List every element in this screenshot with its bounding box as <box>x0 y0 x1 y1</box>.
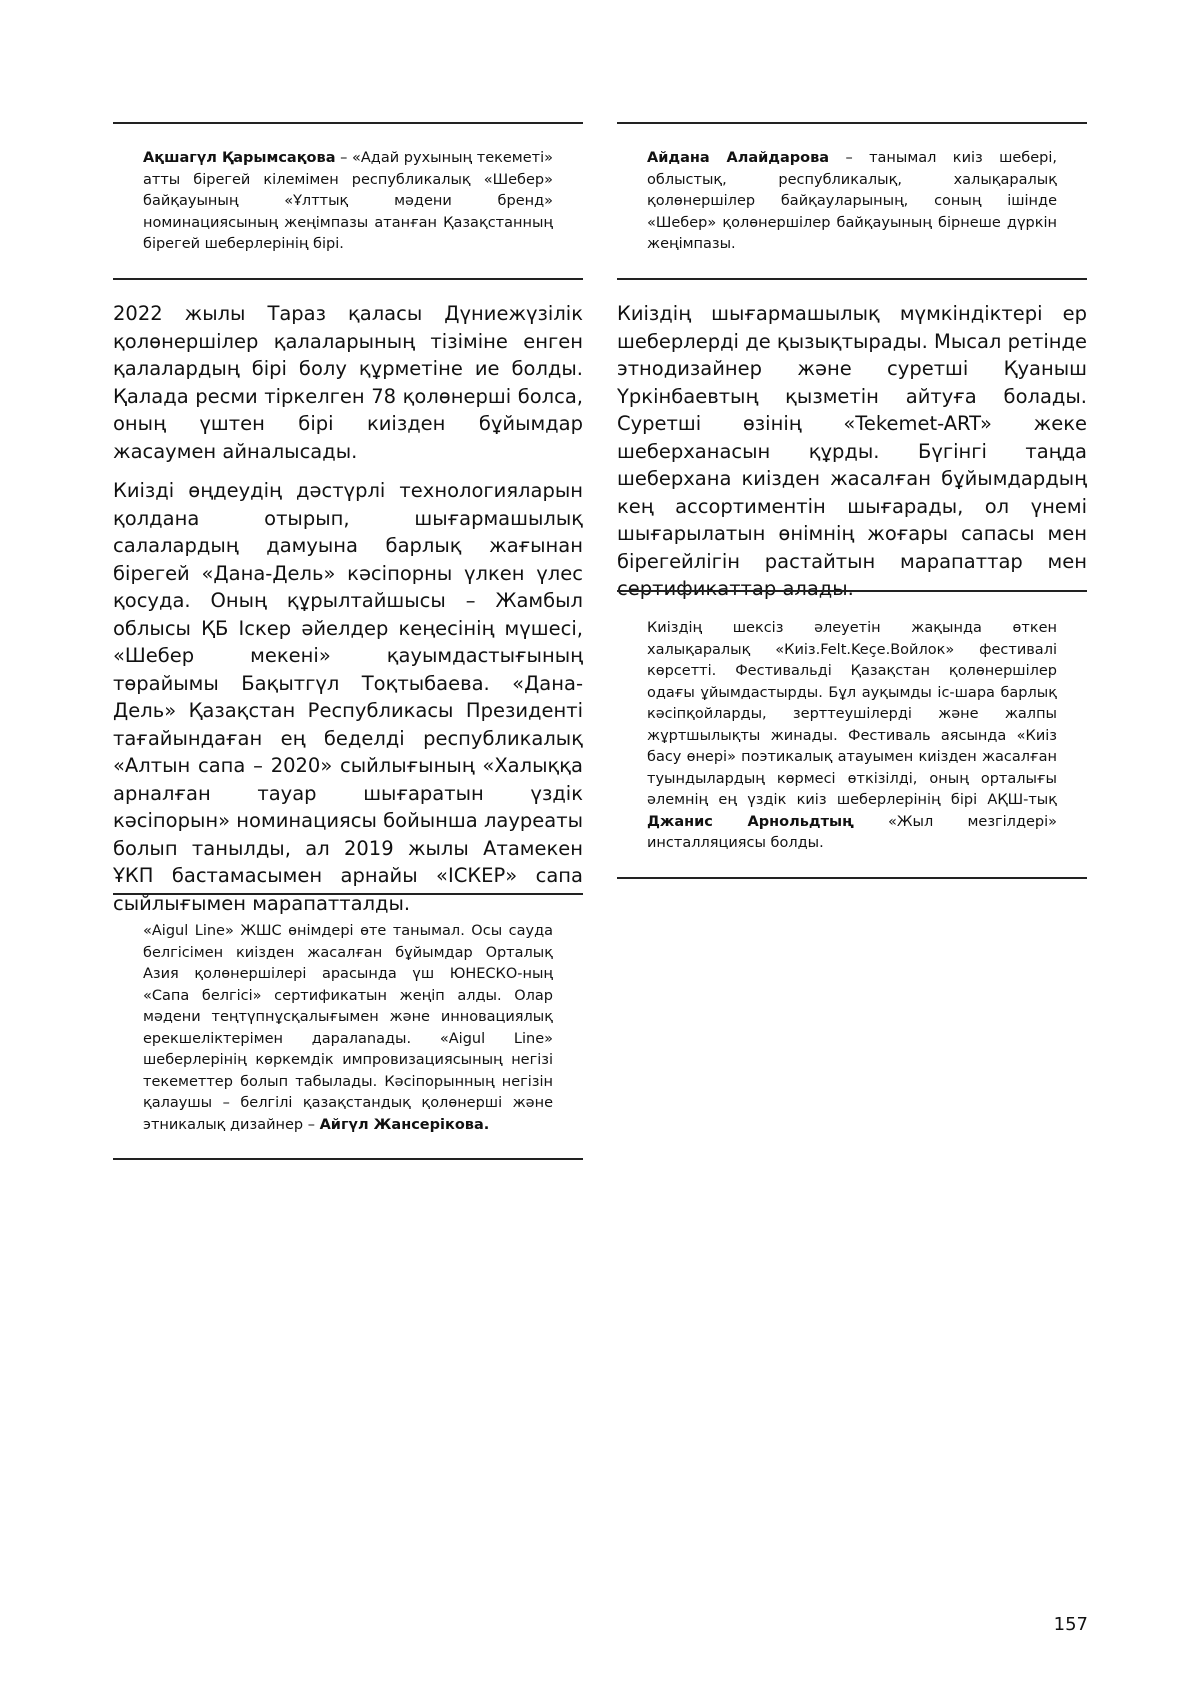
left-column <box>113 0 583 1683</box>
right-top-box-body: – танымал киіз шебері, облыстық, республикалық, халықаралық қолөнершілер байқауларының, соның ішінде «Шебер» қолөнершілер байқауының бірнеше дүркін жеңімпазы. <box>647 150 1057 252</box>
right-bottom-box <box>617 590 1087 879</box>
left-bottom-box <box>113 893 583 1160</box>
left-bottom-box-name: Айгүл Жансерікова. <box>319 1116 490 1133</box>
right-body <box>617 300 1087 615</box>
left-top-box-name: Ақшагүл Қарымсақова <box>143 150 336 166</box>
left-bottom-box-top-rule <box>113 893 583 895</box>
right-bottom-box-body-end: «Жыл мезгілдері» инсталляциясы болды. <box>647 813 1057 851</box>
right-bottom-box-text <box>647 618 1057 855</box>
right-bottom-box-name: Джанис Арнольдтың <box>647 813 854 830</box>
left-top-box-text <box>143 148 553 256</box>
left-paragraph-1: 2022 жылы Тараз қаласы Дүниежүзілік қолөнершілер қалаларының тізіміне енген қалалардың бірі болу құрметіне ие болды. Қалада ресми тіркелген 78 қолөнерші болса, оның үштен бірі киізден бұйымдар жасаумен айналысады. <box>113 302 583 463</box>
right-bottom-box-body-start: Киіздің шексіз әлеуетін жақында өткен халықаралық «Киіз.Felt.Keçe.Войлок» фестивалі көрсетті. Фестивальді Қазақстан қолөнершілер одағы ұйымдастырды. Бұл ауқымды іс-шара барлық кәсіпқойларды, зерттеушілерді және жалпы жұртшылықты жинады. Фестиваль аясында «Киіз басу өнері» поэтикалық атауымен киізден жасалған туындылардың көрмесі өткізілді, оның орталығы әлемнің ең үздік киіз шеберлерінің бірі АҚШ-тық <box>647 620 1057 808</box>
right-paragraph-1: Киіздің шығармашылық мүмкіндіктері ер шеберлерді де қызықтырады. Мысал ретінде этнодизайнер және суретші Қуаныш Үркінбаевтың қызметін айтуға болады. Суретші өзінің «Tekemet-ART» жеке шеберханасын құрды. Бүгінгі таңда шеберхана киізден жасалған бұйымдардың кең ассортиментін шығарады, ол үнемі шығарылатын өнімнің жоғары сапасы мен бірегейлігін растайтын марапаттар мен сертификаттар алады. <box>617 302 1087 600</box>
left-top-box-bottom-rule <box>113 278 583 280</box>
left-bottom-box-body: «Aigul Line» ЖШС өнімдері өте танымал. Осы сауда белгісімен киізден жасалған бұйымдар Орталық Азия қолөнершілері арасында үш ЮНЕСКО-ның «Сапа белгісі» сертификатын жеңіп алды. Олар мәдени теңтүпнұсқалығымен және инновациялық ерекшеліктерімен даралanады. «Aigul Line» шеберлерінің көркемдік импровизациясының негізі текеметтер болып табылады. Кәсіпорынның негізін қалаушы – белгілі қазақстандық қолөнерші және этникалық дизайнер – <box>143 923 553 1133</box>
left-top-box-top-rule <box>113 122 583 124</box>
right-column <box>617 0 1087 1683</box>
left-bottom-box-text <box>143 921 553 1136</box>
right-bottom-box-top-rule <box>617 590 1087 592</box>
left-bottom-box-bottom-rule <box>113 1158 583 1160</box>
page-number: 157 <box>1053 1614 1088 1635</box>
left-body <box>113 300 583 929</box>
right-bottom-box-bottom-rule <box>617 877 1087 879</box>
left-top-box <box>113 122 583 280</box>
right-top-box-name: Айдана Алайдарова <box>647 150 830 166</box>
right-top-box-top-rule <box>617 122 1087 124</box>
left-top-box-body: – «Адай рухының текеметі» атты бірегей кілемімен республикалық «Шебер» байқауының «Ұлттық мәдени бренд» номинациясының жеңімпазы атанған Қазақстанның бірегей шеберлерінің бірі. <box>143 150 553 252</box>
right-top-box-bottom-rule <box>617 278 1087 280</box>
right-top-box-text <box>647 148 1057 256</box>
left-paragraph-2: Киізді өңдеудің дәстүрлі технологияларын қолдана отырып, шығармашылық салалардың дамуына барлық жағынан бірегей «Дана-Дель» кәсіпорны үлкен үлес қосуда. Оның құрылтайшысы – Жамбыл облысы ҚБ Іскер әйелдер кеңесінің мүшесі, «Шебер мекені» қауымдастығының төрайымы Бақытгүл Тоқтыбаева. «Дана-Дель» Қазақстан Республикасы Президенті тағайындаған ең беделді республикалық «Алтын сапа – 2020» сыйлығының «Халыққа арналған тауар шығаратын үздік кәсіпорын» номинациясы бойынша лауреаты болып танылды, ал 2019 жылы Атамекен ҰКП бастамасымен арнайы «ІСКЕР» сапа сыйлығымен марапатталды. <box>113 479 583 915</box>
right-top-box <box>617 122 1087 280</box>
